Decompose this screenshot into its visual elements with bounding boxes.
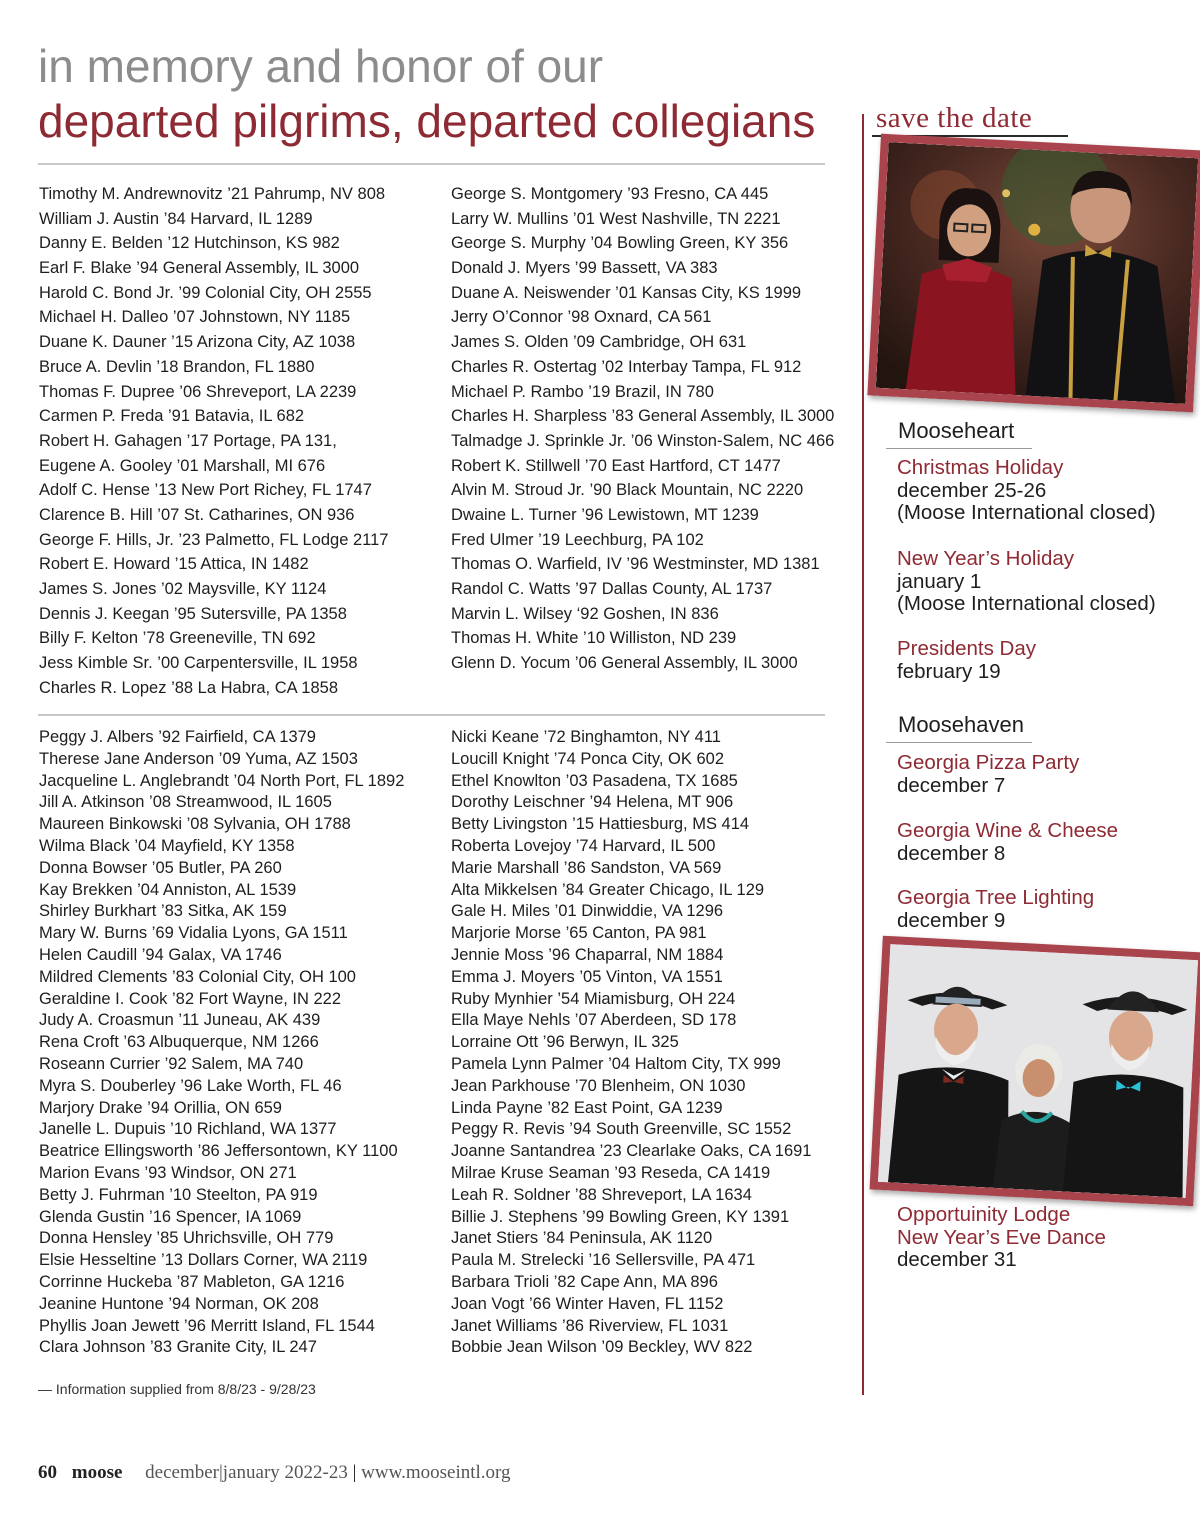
- event-presidents-day: [897, 638, 1036, 683]
- collegian-name: Phyllis Joan Jewett ’96 Merritt Island, FL 1544: [39, 1316, 375, 1335]
- collegian-name: Beatrice Ellingsworth ’86 Jeffersontown, KY 1100: [39, 1142, 398, 1161]
- collegian-name: Jill A. Atkinson ’08 Streamwood, IL 1605: [39, 793, 332, 812]
- event-name: Georgia Wine & Cheese: [897, 819, 1119, 842]
- collegian-name: Jean Parkhouse ’70 Blenheim, ON 1030: [451, 1076, 746, 1095]
- collegian-name: Janet Stiers ’84 Peninsula, AK 1120: [451, 1229, 713, 1248]
- collegian-name: Marjory Drake ’94 Orillia, ON 659: [39, 1098, 282, 1117]
- collegian-name: Jacqueline L. Anglebrandt ’04 North Port, FL 1892: [39, 771, 405, 790]
- pilgrim-name: Robert H. Gahagen ’17 Portage, PA 131,: [39, 431, 337, 450]
- pilgrim-name: Charles H. Sharpless ’83 General Assembly, IL 3000: [451, 407, 835, 426]
- pilgrim-name: Randol C. Watts ’97 Dallas County, AL 1737: [451, 580, 773, 598]
- collegians-column-1: [39, 727, 404, 1359]
- collegian-name: Linda Payne ’82 East Point, GA 1239: [451, 1098, 723, 1117]
- event-note: (Moose International closed): [897, 592, 1156, 615]
- event-christmas-holiday: [897, 457, 1156, 525]
- pilgrim-name: Harold C. Bond Jr. ’99 Colonial City, OH 2555: [39, 283, 372, 302]
- event-name-line-1: Opportuinity Lodge: [897, 1203, 1071, 1226]
- magazine-name: moose: [71, 1462, 123, 1483]
- event-date: december 7: [897, 773, 1006, 797]
- collegian-name: Mildred Clements ’83 Colonial City, OH 100: [39, 967, 356, 986]
- collegian-name: Loucill Knight ’74 Ponca City, OK 602: [451, 749, 725, 768]
- info-footnote: — Information supplied from 8/8/23 - 9/28/23: [38, 1381, 316, 1397]
- collegian-name: Kay Brekken ’04 Anniston, AL 1539: [39, 880, 297, 899]
- event-name-line-2: New Year’s Eve Dance: [897, 1225, 1106, 1249]
- collegian-name: Joan Vogt ’66 Winter Haven, FL 1152: [451, 1294, 724, 1313]
- collegian-name: Marjorie Morse ’65 Canton, PA 981: [451, 924, 707, 943]
- collegian-name: Wilma Black ’04 Mayfield, KY 1358: [39, 836, 295, 855]
- moosehaven-rule: [886, 742, 1032, 743]
- mooseheart-heading: Mooseheart: [898, 418, 1015, 443]
- event-name: New Year’s Holiday: [897, 547, 1075, 570]
- pilgrim-name: Dwaine L. Turner ’96 Lewistown, MT 1239: [451, 505, 759, 524]
- middle-rule: [38, 714, 825, 716]
- pilgrim-name: Adolf C. Hense ’13 New Port Richey, FL 1747: [39, 481, 372, 500]
- pilgrim-name: Charles R. Lopez ’88 La Habra, CA 1858: [39, 678, 339, 697]
- collegian-name: Dorothy Leischner ’94 Helena, MT 906: [451, 793, 734, 812]
- collegian-name: Billie J. Stephens ’99 Bowling Green, KY 1391: [451, 1207, 790, 1226]
- pilgrims-column-1: [39, 182, 388, 700]
- collegian-name: Peggy R. Revis ’94 South Greenville, SC 1552: [451, 1120, 792, 1139]
- issue-date: december|january 2022-23: [145, 1462, 348, 1483]
- collegian-name: Ruby Mynhier ’54 Miamisburg, OH 224: [451, 989, 736, 1008]
- collegian-name: Geraldine I. Cook ’82 Fort Wayne, IN 222: [39, 989, 342, 1008]
- collegians-column-2: [451, 727, 812, 1359]
- title-line-2: departed pilgrims, departed collegians: [38, 95, 816, 147]
- moosehaven-heading: Moosehaven: [898, 712, 1024, 737]
- title-line-1: in memory and honor of our: [38, 40, 604, 92]
- page-footer: [38, 1462, 511, 1484]
- pilgrim-name: Timothy M. Andrewnovitz ’21 Pahrump, NV 808: [39, 185, 386, 203]
- event-new-years-holiday: [897, 548, 1156, 616]
- pilgrim-name: Robert E. Howard ’15 Attica, IN 1482: [39, 555, 309, 574]
- pilgrim-name: Michael P. Rambo ’19 Brazil, IN 780: [451, 382, 714, 401]
- collegian-name: Rena Croft ’63 Albuquerque, NM 1266: [39, 1033, 319, 1052]
- pilgrim-name: Charles R. Ostertag ’02 Interbay Tampa, FL 912: [451, 357, 802, 376]
- collegian-name: Jeanine Huntone ’94 Norman, OK 208: [39, 1294, 319, 1313]
- event-opportunity-lodge-dance: [897, 1204, 1106, 1272]
- pilgrim-name: Earl F. Blake ’94 General Assembly, IL 3000: [39, 259, 360, 278]
- collegian-name: Helen Caudill ’94 Galax, VA 1746: [39, 945, 282, 964]
- collegian-name: Janelle L. Dupuis ’10 Richland, WA 1377: [39, 1120, 337, 1139]
- pilgrim-name: Eugene A. Gooley ’01 Marshall, MI 676: [39, 456, 326, 475]
- event-date: january 1: [897, 569, 982, 593]
- pilgrim-name: Dennis J. Keegan ’95 Sutersville, PA 1358: [39, 604, 347, 623]
- pilgrim-name: Robert K. Stillwell ’70 East Hartford, CT 1477: [451, 456, 781, 475]
- mooseheart-rule: [886, 448, 1032, 449]
- event-date: december 8: [897, 841, 1006, 865]
- pilgrims-column-2: [451, 182, 834, 676]
- collegian-name: Barbara Trioli ’82 Cape Ann, MA 896: [451, 1272, 718, 1291]
- cowboy-dance-photo: [870, 936, 1200, 1207]
- pilgrim-name: Duane K. Dauner ’15 Arizona City, AZ 1038: [39, 333, 356, 352]
- event-date: december 9: [897, 908, 1006, 932]
- top-rule: [38, 163, 825, 165]
- event-georgia-wine-cheese: [897, 820, 1118, 865]
- collegian-name: Betty Livingston ’15 Hattiesburg, MS 414: [451, 815, 750, 834]
- event-name: Georgia Pizza Party: [897, 751, 1080, 774]
- collegian-name: Peggy J. Albers ’92 Fairfield, CA 1379: [39, 728, 316, 746]
- collegian-name: Marie Marshall ’86 Sandston, VA 569: [451, 858, 722, 877]
- pilgrim-name: Alvin M. Stroud Jr. ’90 Black Mountain, NC 2220: [451, 481, 804, 500]
- pilgrim-name: James S. Jones ’02 Maysville, KY 1124: [39, 580, 327, 598]
- collegian-name: Clara Johnson ’83 Granite City, IL 247: [39, 1338, 317, 1357]
- pilgrim-name: Michael H. Dalleo ’07 Johnstown, NY 1185: [39, 308, 351, 327]
- pilgrim-name: Thomas F. Dupree ’06 Shreveport, LA 2239: [39, 382, 357, 401]
- collegian-name: Roberta Lovejoy ’74 Harvard, IL 500: [451, 836, 716, 855]
- collegian-name: Janet Williams ’86 Riverview, FL 1031: [451, 1316, 729, 1335]
- pilgrim-name: Duane A. Neiswender ’01 Kansas City, KS 1999: [451, 283, 802, 302]
- page-number: 60: [38, 1462, 57, 1483]
- collegian-name: Bobbie Jean Wilson ’09 Beckley, WV 822: [451, 1338, 753, 1357]
- pilgrim-name: Jess Kimble Sr. ’00 Carpentersville, IL 1958: [39, 654, 358, 673]
- pilgrim-name: Jerry O’Connor ’98 Oxnard, CA 561: [451, 308, 712, 327]
- pilgrim-name: Larry W. Mullins ’01 West Nashville, TN 2221: [451, 209, 781, 228]
- collegian-name: Donna Hensley ’85 Uhrichsville, OH 779: [39, 1229, 334, 1248]
- collegian-name: Nicki Keane ’72 Binghamton, NY 411: [451, 728, 721, 746]
- collegian-name: Pamela Lynn Palmer ’04 Haltom City, TX 999: [451, 1054, 781, 1073]
- pilgrim-name: Marvin L. Wilsey ‘92 Goshen, IN 836: [451, 604, 719, 623]
- collegian-name: Jennie Moss ’96 Chaparral, NM 1884: [451, 945, 724, 964]
- collegian-name: Elsie Hesseltine ’13 Dollars Corner, WA 2119: [39, 1251, 368, 1270]
- collegian-name: Mary W. Burns ’69 Vidalia Lyons, GA 1511: [39, 924, 348, 943]
- collegian-name: Donna Bowser ’05 Butler, PA 260: [39, 858, 282, 877]
- event-note: (Moose International closed): [897, 501, 1156, 524]
- collegian-name: Glenda Gustin ’16 Spencer, IA 1069: [39, 1207, 302, 1226]
- event-name: Christmas Holiday: [897, 456, 1064, 479]
- event-name: Georgia Tree Lighting: [897, 886, 1095, 909]
- collegian-name: Ethel Knowlton ’03 Pasadena, TX 1685: [451, 771, 738, 790]
- pilgrim-name: Clarence B. Hill ’07 St. Catharines, ON 936: [39, 505, 355, 524]
- pilgrim-name: Glenn D. Yocum ’06 General Assembly, IL 3000: [451, 654, 798, 673]
- collegian-name: Paula M. Strelecki ’16 Sellersville, PA 471: [451, 1251, 756, 1270]
- pilgrim-name: William J. Austin ’84 Harvard, IL 1289: [39, 209, 313, 228]
- collegian-name: Ella Maye Nehls ’07 Aberdeen, SD 178: [451, 1011, 737, 1030]
- pilgrim-name: James S. Olden ’09 Cambridge, OH 631: [451, 333, 747, 352]
- collegian-name: Emma J. Moyers ’05 Vinton, VA 1551: [451, 967, 723, 986]
- collegian-name: Therese Jane Anderson ’09 Yuma, AZ 1503: [39, 749, 358, 768]
- event-georgia-tree-lighting: [897, 887, 1094, 932]
- event-date: december 25-26: [897, 478, 1047, 502]
- collegian-name: Milrae Kruse Seaman ’93 Reseda, CA 1419: [451, 1163, 771, 1182]
- pilgrim-name: Billy F. Kelton ’78 Greeneville, TN 692: [39, 629, 316, 648]
- pilgrim-name: Fred Ulmer ’19 Leechburg, PA 102: [451, 530, 704, 549]
- pilgrim-name: George F. Hills, Jr. ’23 Palmetto, FL Lodge 2117: [39, 530, 389, 549]
- pilgrim-name: Bruce A. Devlin ’18 Brandon, FL 1880: [39, 357, 315, 376]
- collegian-name: Shirley Burkhart ’83 Sitka, AK 159: [39, 902, 287, 921]
- event-georgia-pizza-party: [897, 752, 1079, 797]
- sidebar-divider: [862, 114, 864, 1395]
- pilgrim-name: George S. Montgomery ’93 Fresno, CA 445: [451, 185, 769, 203]
- collegian-name: Lorraine Ott ’96 Berwyn, IL 325: [451, 1033, 679, 1052]
- pilgrim-name: Thomas O. Warfield, IV ’96 Westminster, MD 1381: [451, 555, 820, 574]
- collegian-name: Alta Mikkelsen ’84 Greater Chicago, IL 129: [451, 880, 765, 899]
- pilgrim-name: Carmen P. Freda ’91 Batavia, IL 682: [39, 407, 305, 426]
- collegian-name: Maureen Binkowski ’08 Sylvania, OH 1788: [39, 815, 351, 834]
- save-the-date-title: save the date: [876, 102, 1033, 134]
- pilgrim-name: Danny E. Belden ’12 Hutchinson, KS 982: [39, 234, 340, 253]
- event-date: february 19: [897, 659, 1001, 683]
- pilgrim-name: Donald J. Myers ’99 Bassett, VA 383: [451, 259, 718, 278]
- event-date: december 31: [897, 1248, 1017, 1271]
- collegian-name: Myra S. Douberley ’96 Lake Worth, FL 46: [39, 1076, 342, 1095]
- collegian-name: Judy A. Croasmun ’11 Juneau, AK 439: [39, 1011, 321, 1030]
- pilgrim-name: George S. Murphy ’04 Bowling Green, KY 356: [451, 234, 789, 253]
- collegian-name: Gale H. Miles ’01 Dinwiddie, VA 1296: [451, 902, 724, 921]
- collegian-name: Leah R. Soldner ’88 Shreveport, LA 1634: [451, 1185, 752, 1204]
- collegian-name: Roseann Currier ’92 Salem, MA 740: [39, 1054, 304, 1073]
- children-photo: [867, 134, 1200, 413]
- website-link[interactable]: www.mooseintl.org: [361, 1462, 511, 1483]
- pilgrim-name: Talmadge J. Sprinkle Jr. ’06 Winston-Salem, NC 466: [451, 431, 835, 450]
- collegian-name: Betty J. Fuhrman ’10 Steelton, PA 919: [39, 1185, 318, 1204]
- collegian-name: Joanne Santandrea ’23 Clearlake Oaks, CA 1691: [451, 1142, 812, 1161]
- pilgrim-name: Thomas H. White ’10 Williston, ND 239: [451, 629, 737, 648]
- footer-separator: |: [352, 1462, 357, 1483]
- collegian-name: Corrinne Huckeba ’87 Mableton, GA 1216: [39, 1272, 345, 1291]
- collegian-name: Marion Evans ’93 Windsor, ON 271: [39, 1163, 297, 1182]
- event-name: Presidents Day: [897, 637, 1037, 660]
